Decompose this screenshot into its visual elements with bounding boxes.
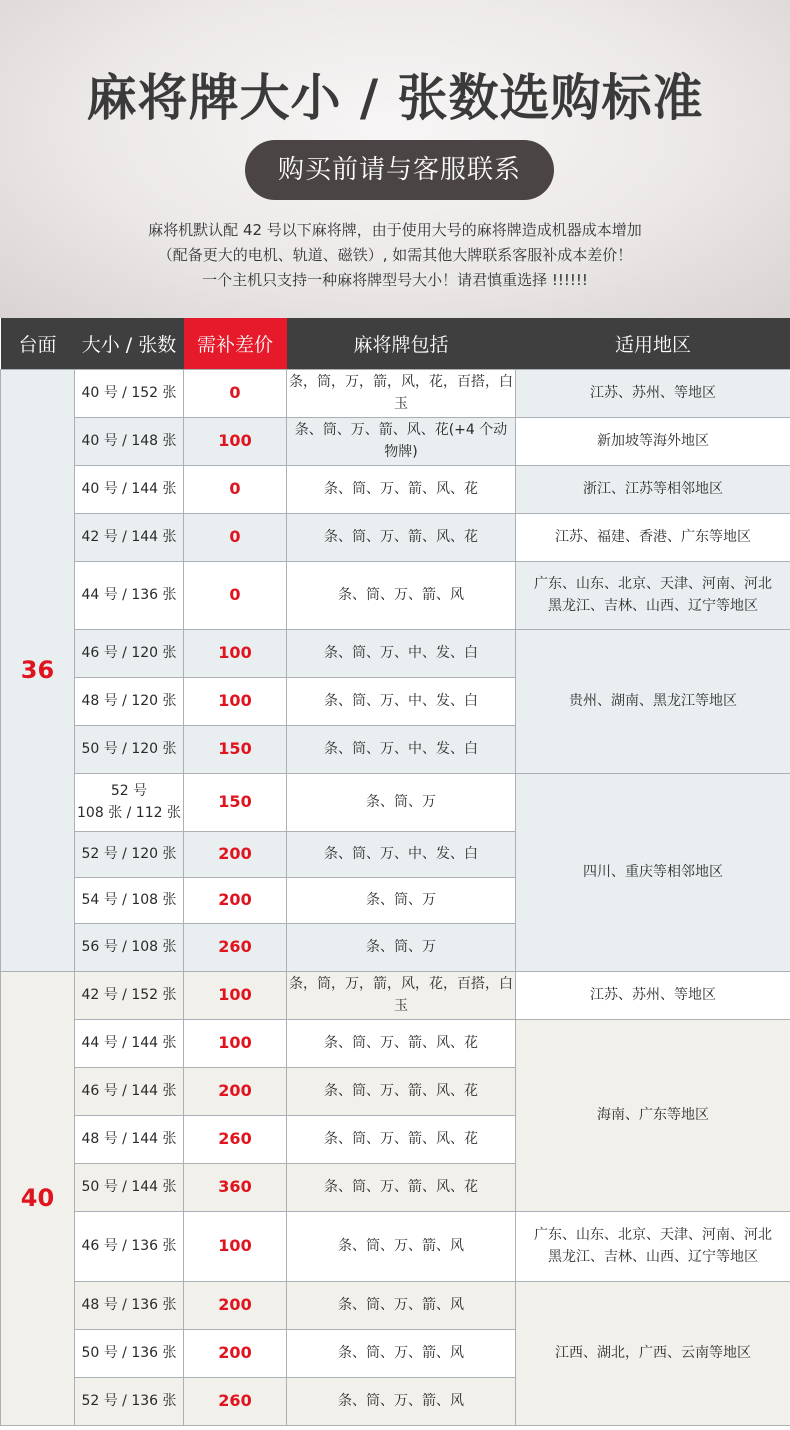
note-line: 一个主机只支持一种麻将牌型号大小！请君慎重选择 !!!!!! — [202, 271, 588, 289]
price-cell: 150 — [184, 725, 287, 773]
table-size-cell: 36 — [1, 369, 75, 971]
size-cell: 50 号 / 120 张 — [75, 725, 184, 773]
price-cell: 0 — [184, 561, 287, 629]
header-banner — [0, 0, 790, 318]
tiles-cell: 条、筒、万、箭、风、花 — [287, 1115, 516, 1163]
price-cell: 360 — [184, 1163, 287, 1211]
tiles-cell: 条、筒、万 — [287, 923, 516, 971]
size-cell: 46 号 / 144 张 — [75, 1067, 184, 1115]
tiles-cell: 条、筒、万、箭、风、花 — [287, 1067, 516, 1115]
size-cell: 44 号 / 136 张 — [75, 561, 184, 629]
tiles-cell: 条、筒、万、中、发、白 — [287, 725, 516, 773]
tiles-cell: 条、筒、万、箭、风、花 — [287, 465, 516, 513]
size-cell: 52 号 / 120 张 — [75, 831, 184, 877]
price-cell: 100 — [184, 677, 287, 725]
region-cell: 江西、湖北，广西、云南等地区 — [516, 1281, 790, 1425]
table-row — [1, 465, 790, 513]
size-cell: 56 号 / 108 张 — [75, 923, 184, 971]
table-header-row — [1, 318, 790, 369]
size-cell: 42 号 / 152 张 — [75, 971, 184, 1019]
col-header-table-size: 台面 — [1, 318, 75, 369]
table-row — [1, 1281, 790, 1329]
size-cell: 42 号 / 144 张 — [75, 513, 184, 561]
size-cell: 54 号 / 108 张 — [75, 877, 184, 923]
table-row — [1, 773, 790, 831]
size-line: 52 号 — [110, 783, 148, 799]
region-cell: 浙江、江苏等相邻地区 — [516, 465, 790, 513]
region-line: 黑龙江、吉林、山西、辽宁等地区 — [548, 1249, 758, 1265]
size-cell: 52 号 / 136 张 — [75, 1377, 184, 1425]
table-row — [1, 417, 790, 465]
region-line: 广东、山东、北京、天津、河南、河北 — [534, 576, 772, 592]
size-cell: 46 号 / 120 张 — [75, 629, 184, 677]
tiles-cell: 条、筒、万 — [287, 877, 516, 923]
region-cell: 江苏、福建、香港、广东等地区 — [516, 513, 790, 561]
col-header-tiles: 麻将牌包括 — [287, 318, 516, 369]
group-40 — [1, 971, 790, 1425]
size-cell: 40 号 / 148 张 — [75, 417, 184, 465]
tiles-cell: 条、筒、万、箭、风、花 — [287, 513, 516, 561]
price-cell: 150 — [184, 773, 287, 831]
tiles-cell: 条、筒、万、箭、风 — [287, 1211, 516, 1281]
price-cell: 100 — [184, 1211, 287, 1281]
size-line: 108 张 / 112 张 — [77, 805, 181, 821]
size-cell: 48 号 / 144 张 — [75, 1115, 184, 1163]
price-cell: 200 — [184, 877, 287, 923]
price-cell: 0 — [184, 465, 287, 513]
table-row — [1, 971, 790, 1019]
price-cell: 0 — [184, 513, 287, 561]
region-cell — [516, 1211, 790, 1281]
col-header-size-count: 大小 / 张数 — [75, 318, 184, 369]
table-row — [1, 369, 790, 417]
tile-spec-table — [0, 318, 790, 1426]
region-cell: 四川、重庆等相邻地区 — [516, 773, 790, 971]
tiles-cell: 条、筒、万、箭、风、花(+4 个动物牌) — [287, 417, 516, 465]
price-cell: 260 — [184, 923, 287, 971]
tiles-cell: 条、筒、万、箭、风、花 — [287, 1019, 516, 1067]
size-cell: 48 号 / 120 张 — [75, 677, 184, 725]
page-title: 麻将牌大小 / 张数选购标准 — [86, 69, 704, 127]
region-cell: 贵州、湖南、黑龙江等地区 — [516, 629, 790, 773]
tiles-cell: 条、筒、万 — [287, 773, 516, 831]
tiles-cell: 条、筒、万、箭、风、花 — [287, 1163, 516, 1211]
tiles-cell: 条、筒、万、箭、风 — [287, 1281, 516, 1329]
group-36 — [1, 369, 790, 971]
col-header-surcharge: 需补差价 — [184, 318, 287, 369]
price-cell: 260 — [184, 1115, 287, 1163]
note-line: 麻将机默认配 42 号以下麻将牌，由于使用大号的麻将牌造成机器成本增加 — [148, 221, 642, 239]
region-cell — [516, 561, 790, 629]
size-cell: 50 号 / 144 张 — [75, 1163, 184, 1211]
price-cell: 260 — [184, 1377, 287, 1425]
price-cell: 200 — [184, 1329, 287, 1377]
price-cell: 200 — [184, 831, 287, 877]
price-cell: 100 — [184, 417, 287, 465]
price-cell: 100 — [184, 629, 287, 677]
size-cell — [75, 773, 184, 831]
table-size-cell: 40 — [1, 971, 75, 1425]
price-cell: 200 — [184, 1281, 287, 1329]
price-cell: 200 — [184, 1067, 287, 1115]
table-row — [1, 1211, 790, 1281]
region-cell: 海南、广东等地区 — [516, 1019, 790, 1211]
size-cell: 46 号 / 136 张 — [75, 1211, 184, 1281]
col-header-region: 适用地区 — [516, 318, 790, 369]
size-cell: 40 号 / 152 张 — [75, 369, 184, 417]
region-cell: 江苏、苏州、等地区 — [516, 971, 790, 1019]
tiles-cell: 条、筒、万、中、发、白 — [287, 629, 516, 677]
region-cell: 新加坡等海外地区 — [516, 417, 790, 465]
tiles-cell: 条、筒、万、中、发、白 — [287, 677, 516, 725]
size-cell: 48 号 / 136 张 — [75, 1281, 184, 1329]
region-cell: 江苏、苏州、等地区 — [516, 369, 790, 417]
size-cell: 44 号 / 144 张 — [75, 1019, 184, 1067]
table-row — [1, 629, 790, 677]
price-cell: 100 — [184, 1019, 287, 1067]
tiles-cell: 条、筒、万、箭、风 — [287, 561, 516, 629]
contact-service-badge: 购买前请与客服联系 — [245, 140, 554, 200]
price-cell: 100 — [184, 971, 287, 1019]
region-line: 广东、山东、北京、天津、河南、河北 — [534, 1227, 772, 1243]
tiles-cell: 条，筒，万，箭，风，花，百搭，白玉 — [287, 971, 516, 1019]
table-row — [1, 1019, 790, 1067]
size-cell: 50 号 / 136 张 — [75, 1329, 184, 1377]
tiles-cell: 条、筒、万、中、发、白 — [287, 831, 516, 877]
price-cell: 0 — [184, 369, 287, 417]
purchase-notes — [0, 218, 790, 293]
tiles-cell: 条、筒、万、箭、风 — [287, 1329, 516, 1377]
note-line: （配备更大的电机、轨道、磁铁）, 如需其他大牌联系客服补成本差价！ — [157, 246, 633, 264]
size-cell: 40 号 / 144 张 — [75, 465, 184, 513]
table-row — [1, 561, 790, 629]
tiles-cell: 条、筒、万、箭、风 — [287, 1377, 516, 1425]
region-line: 黑龙江、吉林、山西、辽宁等地区 — [548, 598, 758, 614]
tiles-cell: 条，筒，万，箭，风，花，百搭，白玉 — [287, 369, 516, 417]
table-row — [1, 513, 790, 561]
